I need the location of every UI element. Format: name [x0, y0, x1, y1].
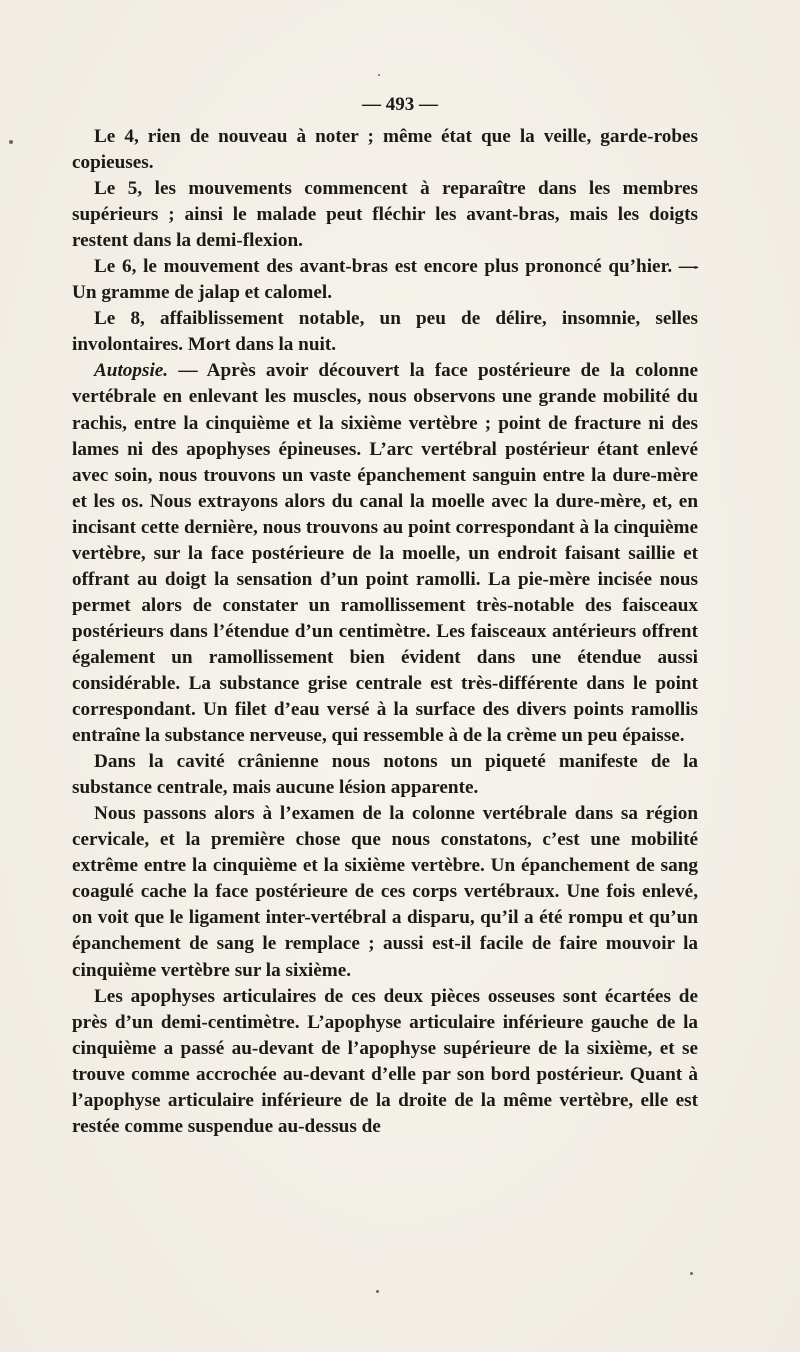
paragraph: [72, 984, 698, 1140]
paragraph-text: Le 5, les mouvements commencent à reparaître dans les membres supérieurs ; ainsi le malade peut fléchir les avant-bras, mais les doigts restent dans la demi-flexion.: [72, 178, 698, 252]
paragraph: [72, 749, 698, 801]
ink-speck: [690, 1272, 693, 1275]
paragraph: [72, 306, 698, 358]
body-text: [72, 124, 698, 1140]
paragraph: [72, 254, 698, 306]
page-number: — 493 —: [362, 94, 438, 115]
paragraph: [72, 124, 698, 176]
paragraph-text: Le 8, affaiblissement notable, un peu de délire, insomnie, selles involontaires. Mort dans la nuit.: [72, 308, 698, 356]
ink-speck: [376, 1290, 379, 1293]
paragraph-text: Les apophyses articulaires de ces deux pièces osseuses sont écartées de près d’un demi-centimètre. L’apophyse articulaire inférieure gauche de la cinquième a passé au-devant de l’apophyse supérieure de la sixième, et se trouve comme accrochée au-devant d’elle par son bord postérieur. Quant à l’apophyse articulaire inférieure de la droite de la même vertèbre, elle est restée comme suspendue au-dessus de: [72, 985, 698, 1137]
paragraph-text: Le 6, le mouvement des avant-bras est encore plus prononcé qu’hier. — Un gramme de jalap et calomel.: [72, 256, 698, 304]
ink-speck: [378, 74, 380, 76]
paragraph: [72, 176, 698, 254]
paragraph: [72, 358, 698, 749]
section-lead: Autopsie.: [94, 360, 169, 382]
paragraph-text: Le 4, rien de nouveau à noter ; même état que la veille, garde-robes copieuses.: [72, 126, 698, 174]
paragraph-text: — Après avoir découvert la face postérieure de la colonne vertébrale en enlevant les muscles, nous observons une grande mobilité du rachis, entre la cinquième et la sixième vertèbre ; point de fracture ni des lames ni des apophyses épineuses. L’arc vertébral postérieur étant enlevé avec soin, nous trouvons un vaste épanchement sanguin entre la dure-mère et les os. Nous extrayons alors du canal la moelle avec la dure-mère, et, en incisant cette dernière, nous trouvons au point correspondant à la cinquième vertèbre, sur la face postérieure de la moelle, un endroit faisant saillie et offrant au doigt la sensation d’un point ramolli. La pie-mère incisée nous permet alors de constater un ramollissement très-notable des faisceaux postérieurs dans l’étendue d’un centimètre. Les faisceaux antérieurs offrent également un ramollissement bien évident dans une étendue aussi considérable. La substance grise centrale est très-différente dans le point correspondant. Un filet d’eau versé à la surface des divers points ramollis entraîne la substance nerveuse, qui ressemble à de la crème un peu épaisse.: [72, 360, 698, 747]
ink-speck: [9, 140, 13, 144]
paragraph: [72, 801, 698, 983]
paragraph-text: Dans la cavité crânienne nous notons un piqueté manifeste de la substance centrale, mais aucune lésion apparente.: [72, 751, 698, 799]
paragraph-text: Nous passons alors à l’examen de la colonne vertébrale dans sa région cervicale, et la première chose que nous constatons, c’est une mobilité extrême entre la cinquième et la sixième vertèbre. Un épanchement de sang coagulé cache la face postérieure de ces corps vertébraux. Une fois enlevé, on voit que le ligament inter-vertébral a disparu, qu’il a été rompu et qu’un épanchement de sang le remplace ; aussi est-il facile de faire mouvoir la cinquième vertèbre sur la sixième.: [72, 803, 698, 981]
